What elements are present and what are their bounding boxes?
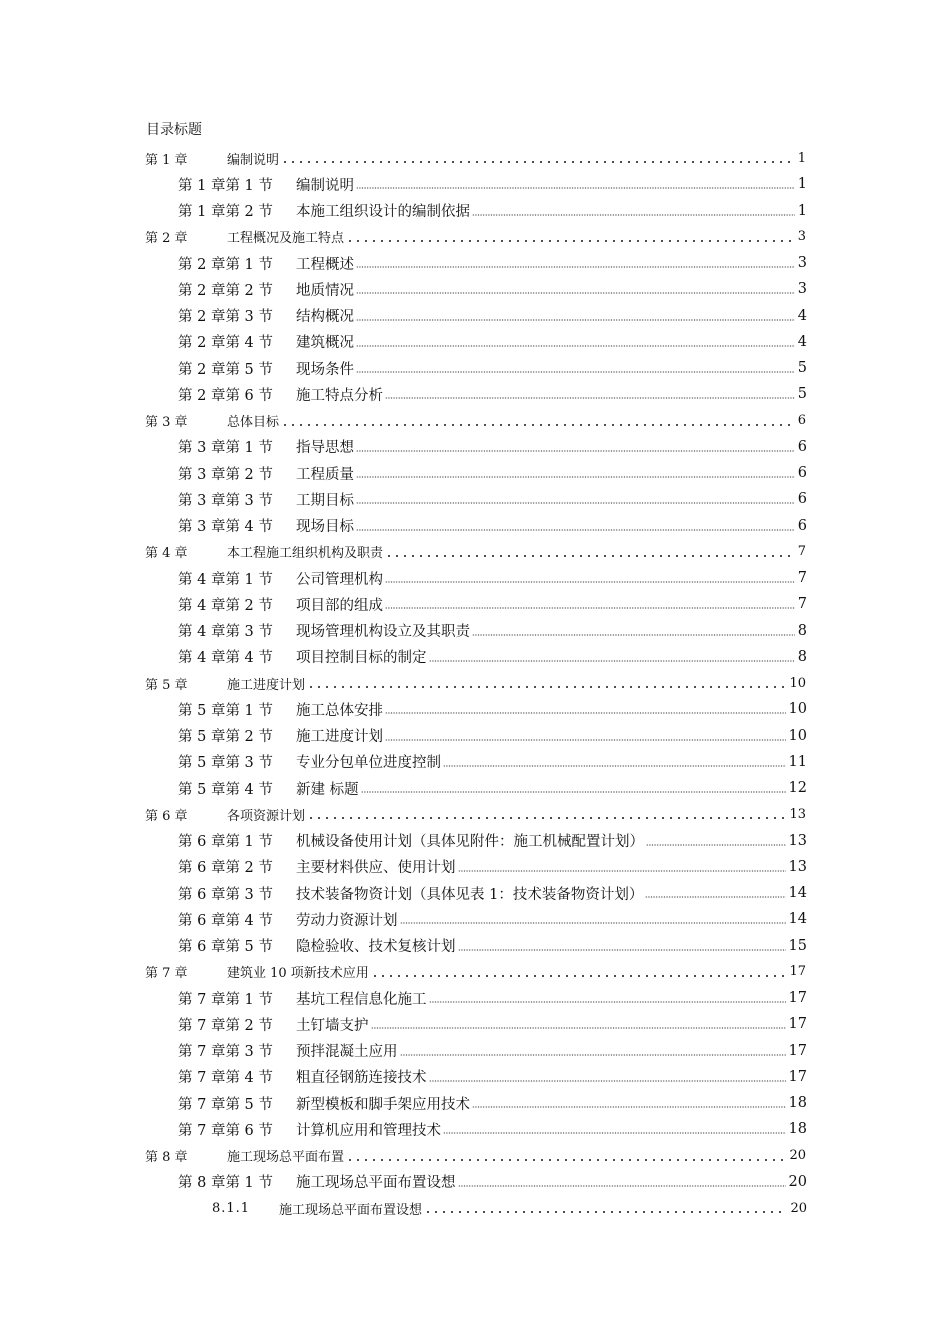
toc-entry-title: 施工现场总平面布置设想	[296, 1171, 456, 1192]
toc-dot-leader	[354, 355, 797, 381]
toc-entry-section[interactable]	[0, 644, 807, 670]
toc-entry-title: 机械设备使用计划（具体见附件：施工机械配置计划）	[296, 830, 644, 851]
toc-dot-leader	[279, 145, 796, 171]
toc-dot-leader	[644, 828, 788, 854]
toc-entry-chapter[interactable]	[0, 145, 806, 171]
toc-entry-chapter[interactable]	[0, 801, 806, 827]
toc-entry-title: 项目部的组成	[296, 594, 383, 615]
toc-entry-title: 施工现场总平面布置设想	[279, 1199, 422, 1218]
toc-entry-title: 工期目标	[296, 489, 354, 510]
toc-entry-section[interactable]	[0, 1116, 807, 1142]
toc-entry-title: 技术装备物资计划（具体见表 1：技术装备物资计划）	[296, 883, 643, 904]
toc-entry-page-number: 14	[788, 911, 807, 928]
toc-entry-number: 第 2 章第 2 节	[178, 279, 296, 300]
toc-entry-number: 第 5 章	[145, 674, 227, 693]
toc-entry-number: 第 4 章第 3 节	[178, 620, 296, 641]
toc-entry-title: 主要材料供应、使用计划	[296, 856, 456, 877]
toc-entry-title: 施工现场总平面布置	[227, 1146, 344, 1165]
toc-entry-page-number: 20	[789, 1148, 806, 1164]
toc-entry-page-number: 6	[797, 413, 806, 429]
toc-entry-section[interactable]	[0, 618, 807, 644]
toc-entry-title: 编制说明	[227, 149, 279, 168]
toc-dot-leader	[354, 434, 797, 460]
toc-entry-section[interactable]	[0, 696, 807, 722]
toc-dot-leader	[422, 1195, 788, 1221]
toc-entry-title: 新建 标题	[296, 778, 359, 799]
toc-entry-section[interactable]	[0, 486, 807, 512]
toc-dot-leader	[398, 906, 788, 932]
toc-entry-number: 第 8 章	[145, 1146, 227, 1165]
toc-entry-number: 第 7 章第 4 节	[178, 1066, 296, 1087]
toc-entry-title: 基坑工程信息化施工	[296, 988, 427, 1009]
toc-entry-page-number: 17	[788, 1042, 807, 1059]
toc-entry-number: 第 3 章第 1 节	[178, 436, 296, 457]
toc-entry-title: 地质情况	[296, 279, 354, 300]
toc-entry-page-number: 3	[797, 229, 806, 245]
toc-entry-number: 第 1 章	[145, 149, 227, 168]
toc-entry-page-number: 13	[789, 806, 806, 822]
toc-entry-title: 新型模板和脚手架应用技术	[296, 1093, 470, 1114]
toc-entry-section[interactable]	[0, 591, 807, 617]
toc-dot-leader	[354, 486, 797, 512]
toc-entry-page-number: 17	[789, 964, 806, 980]
toc-dot-leader	[344, 1143, 787, 1169]
toc-entry-title: 现场目标	[296, 515, 354, 536]
toc-dot-leader	[344, 224, 796, 250]
toc-entry-number: 第 5 章第 4 节	[178, 778, 296, 799]
toc-entry-section[interactable]	[0, 198, 807, 224]
toc-entry-page-number: 1	[797, 150, 806, 166]
toc-dot-leader	[383, 539, 796, 565]
toc-entry-section[interactable]	[0, 381, 807, 407]
toc-entry-chapter[interactable]	[0, 959, 806, 985]
toc-dot-leader	[305, 801, 787, 827]
toc-entry-number: 第 4 章	[145, 542, 227, 561]
toc-dot-leader	[383, 565, 797, 591]
toc-entry-number: 第 7 章第 2 节	[178, 1014, 296, 1035]
toc-dot-leader	[354, 460, 797, 486]
toc-entry-title: 工程概述	[296, 253, 354, 274]
toc-dot-leader	[354, 171, 797, 197]
toc-entry-title: 施工进度计划	[227, 674, 305, 693]
toc-entry-title: 土钉墙支护	[296, 1014, 369, 1035]
toc-dot-leader	[427, 985, 788, 1011]
toc-entry-page-number: 10	[788, 727, 807, 744]
toc-list	[0, 145, 950, 1221]
toc-entry-page-number: 3	[797, 281, 807, 298]
toc-dot-leader	[383, 591, 797, 617]
toc-entry-section[interactable]	[0, 171, 807, 197]
toc-dot-leader	[441, 749, 788, 775]
toc-entry-page-number: 13	[788, 858, 807, 875]
toc-entry-number: 第 6 章第 5 节	[178, 935, 296, 956]
toc-entry-page-number: 18	[788, 1121, 807, 1138]
toc-entry-number: 第 2 章第 3 节	[178, 305, 296, 326]
toc-entry-chapter[interactable]	[0, 408, 806, 434]
toc-dot-leader	[369, 1011, 788, 1037]
toc-entry-number: 第 1 章第 1 节	[178, 174, 296, 195]
toc-entry-page-number: 20	[788, 1173, 807, 1190]
toc-entry-page-number: 6	[797, 491, 807, 508]
toc-entry-section[interactable]	[0, 854, 807, 880]
toc-dot-leader	[456, 933, 788, 959]
toc-entry-section[interactable]	[0, 513, 807, 539]
toc-entry-title: 各项资源计划	[227, 805, 305, 824]
toc-entry-page-number: 4	[797, 307, 807, 324]
toc-dot-leader	[383, 723, 788, 749]
toc-entry-chapter[interactable]	[0, 670, 806, 696]
toc-entry-number: 第 5 章第 1 节	[178, 699, 296, 720]
toc-entry-page-number: 6	[797, 438, 807, 455]
toc-entry-number: 第 7 章	[145, 962, 227, 981]
toc-entry-title: 本工程施工组织机构及职责	[227, 542, 383, 561]
toc-dot-leader	[359, 775, 788, 801]
toc-entry-title: 专业分包单位进度控制	[296, 751, 441, 772]
toc-entry-page-number: 17	[788, 1016, 807, 1033]
toc-entry-page-number: 17	[788, 990, 807, 1007]
toc-entry-title: 劳动力资源计划	[296, 909, 398, 930]
toc-entry-section[interactable]	[0, 329, 807, 355]
toc-entry-title: 编制说明	[296, 174, 354, 195]
toc-dot-leader	[354, 276, 797, 302]
toc-entry-title: 公司管理机构	[296, 568, 383, 589]
toc-entry-title: 工程质量	[296, 463, 354, 484]
toc-dot-leader	[456, 854, 788, 880]
toc-entry-page-number: 11	[788, 753, 807, 770]
toc-dot-leader	[470, 1090, 788, 1116]
toc-entry-number: 第 2 章	[145, 227, 227, 246]
toc-entry-title: 项目控制目标的制定	[296, 646, 427, 667]
toc-entry-section[interactable]	[0, 250, 807, 276]
toc-entry-number: 第 7 章第 5 节	[178, 1093, 296, 1114]
toc-entry-section[interactable]	[0, 1011, 807, 1037]
toc-entry-section[interactable]	[0, 1038, 807, 1064]
toc-entry-number: 第 6 章第 1 节	[178, 830, 296, 851]
toc-entry-title: 现场条件	[296, 358, 354, 379]
toc-entry-number: 第 7 章第 1 节	[178, 988, 296, 1009]
toc-entry-number: 第 4 章第 1 节	[178, 568, 296, 589]
toc-entry-page-number: 7	[797, 570, 807, 587]
toc-heading: 目录标题	[146, 122, 202, 138]
toc-entry-page-number: 4	[797, 333, 807, 350]
toc-entry-title: 现场管理机构设立及其职责	[296, 620, 470, 641]
toc-entry-number: 第 2 章第 4 节	[178, 331, 296, 352]
toc-dot-leader	[441, 1116, 788, 1142]
toc-entry-number: 第 2 章第 1 节	[178, 253, 296, 274]
toc-dot-leader	[279, 408, 796, 434]
toc-entry-page-number: 18	[788, 1095, 807, 1112]
toc-dot-leader	[305, 670, 787, 696]
toc-dot-leader	[427, 1064, 788, 1090]
toc-dot-leader	[354, 303, 797, 329]
toc-entry-section[interactable]	[0, 906, 807, 932]
toc-entry-page-number: 8	[797, 648, 807, 665]
toc-entry-subsection[interactable]	[0, 1195, 807, 1221]
toc-dot-leader	[383, 696, 788, 722]
toc-entry-number: 第 3 章第 2 节	[178, 463, 296, 484]
toc-entry-title: 施工总体安排	[296, 699, 383, 720]
toc-entry-section[interactable]	[0, 276, 807, 302]
toc-entry-page-number: 7	[797, 596, 807, 613]
toc-entry-number: 第 3 章第 3 节	[178, 489, 296, 510]
toc-entry-title: 施工特点分析	[296, 384, 383, 405]
toc-entry-number: 第 2 章第 5 节	[178, 358, 296, 379]
toc-entry-section[interactable]	[0, 933, 807, 959]
toc-entry-section[interactable]	[0, 985, 807, 1011]
toc-entry-number: 第 5 章第 2 节	[178, 725, 296, 746]
toc-entry-page-number: 1	[797, 176, 807, 193]
toc-entry-number: 第 7 章第 3 节	[178, 1040, 296, 1061]
toc-entry-page-number: 1	[797, 202, 807, 219]
toc-entry-chapter[interactable]	[0, 539, 806, 565]
toc-entry-page-number: 20	[790, 1200, 807, 1216]
toc-entry-title: 指导思想	[296, 436, 354, 457]
toc-entry-page-number: 14	[788, 885, 807, 902]
toc-entry-number: 第 3 章第 4 节	[178, 515, 296, 536]
toc-entry-page-number: 6	[797, 465, 807, 482]
toc-entry-section[interactable]	[0, 723, 807, 749]
toc-entry-section[interactable]	[0, 1090, 807, 1116]
toc-entry-page-number: 15	[788, 937, 807, 954]
toc-entry-page-number: 7	[797, 544, 806, 560]
toc-dot-leader	[354, 329, 797, 355]
toc-entry-section[interactable]	[0, 749, 807, 775]
toc-entry-page-number: 17	[788, 1068, 807, 1085]
toc-dot-leader	[383, 381, 797, 407]
toc-entry-page-number: 12	[788, 780, 807, 797]
toc-dot-leader	[643, 880, 787, 906]
toc-entry-page-number: 10	[789, 675, 806, 691]
toc-entry-number: 第 6 章	[145, 805, 227, 824]
toc-entry-section[interactable]	[0, 355, 807, 381]
toc-dot-leader	[427, 644, 797, 670]
toc-entry-title: 隐检验收、技术复核计划	[296, 935, 456, 956]
toc-entry-page-number: 5	[797, 360, 807, 377]
toc-entry-number: 8.1.1	[212, 1201, 279, 1216]
toc-entry-number: 第 6 章第 2 节	[178, 856, 296, 877]
toc-entry-page-number: 10	[788, 701, 807, 718]
toc-entry-section[interactable]	[0, 775, 807, 801]
toc-entry-title: 工程概况及施工特点	[227, 227, 344, 246]
toc-entry-page-number: 6	[797, 517, 807, 534]
toc-entry-page-number: 8	[797, 622, 807, 639]
toc-entry-section[interactable]	[0, 1064, 807, 1090]
toc-entry-section[interactable]	[0, 1169, 807, 1195]
toc-dot-leader	[369, 959, 788, 985]
toc-entry-title: 施工进度计划	[296, 725, 383, 746]
toc-dot-leader	[456, 1169, 788, 1195]
toc-entry-title: 总体目标	[227, 411, 279, 430]
toc-entry-page-number: 3	[797, 255, 807, 272]
toc-entry-title: 建筑概况	[296, 331, 354, 352]
toc-entry-number: 第 7 章第 6 节	[178, 1119, 296, 1140]
toc-entry-title: 本施工组织设计的编制依据	[296, 200, 470, 221]
toc-entry-section[interactable]	[0, 828, 807, 854]
toc-dot-leader	[398, 1038, 788, 1064]
toc-entry-page-number: 5	[797, 386, 807, 403]
toc-entry-number: 第 6 章第 3 节	[178, 883, 296, 904]
toc-entry-title: 结构概况	[296, 305, 354, 326]
toc-entry-number: 第 8 章第 1 节	[178, 1171, 296, 1192]
toc-entry-number: 第 4 章第 2 节	[178, 594, 296, 615]
toc-entry-number: 第 5 章第 3 节	[178, 751, 296, 772]
toc-entry-section[interactable]	[0, 434, 807, 460]
toc-dot-leader	[470, 618, 797, 644]
toc-entry-section[interactable]	[0, 303, 807, 329]
toc-entry-number: 第 6 章第 4 节	[178, 909, 296, 930]
toc-entry-section[interactable]	[0, 460, 807, 486]
toc-dot-leader	[354, 513, 797, 539]
toc-entry-number: 第 1 章第 2 节	[178, 200, 296, 221]
toc-dot-leader	[354, 250, 797, 276]
toc-entry-title: 建筑业 10 项新技术应用	[227, 962, 369, 981]
toc-entry-number: 第 2 章第 6 节	[178, 384, 296, 405]
toc-entry-section[interactable]	[0, 880, 807, 906]
toc-entry-title: 计算机应用和管理技术	[296, 1119, 441, 1140]
toc-entry-chapter[interactable]	[0, 1143, 806, 1169]
toc-entry-number: 第 4 章第 4 节	[178, 646, 296, 667]
toc-entry-chapter[interactable]	[0, 224, 806, 250]
toc-entry-number: 第 3 章	[145, 411, 227, 430]
toc-dot-leader	[470, 198, 797, 224]
toc-entry-title: 预拌混凝土应用	[296, 1040, 398, 1061]
toc-entry-title: 粗直径钢筋连接技术	[296, 1066, 427, 1087]
toc-entry-section[interactable]	[0, 565, 807, 591]
toc-entry-page-number: 13	[788, 832, 807, 849]
